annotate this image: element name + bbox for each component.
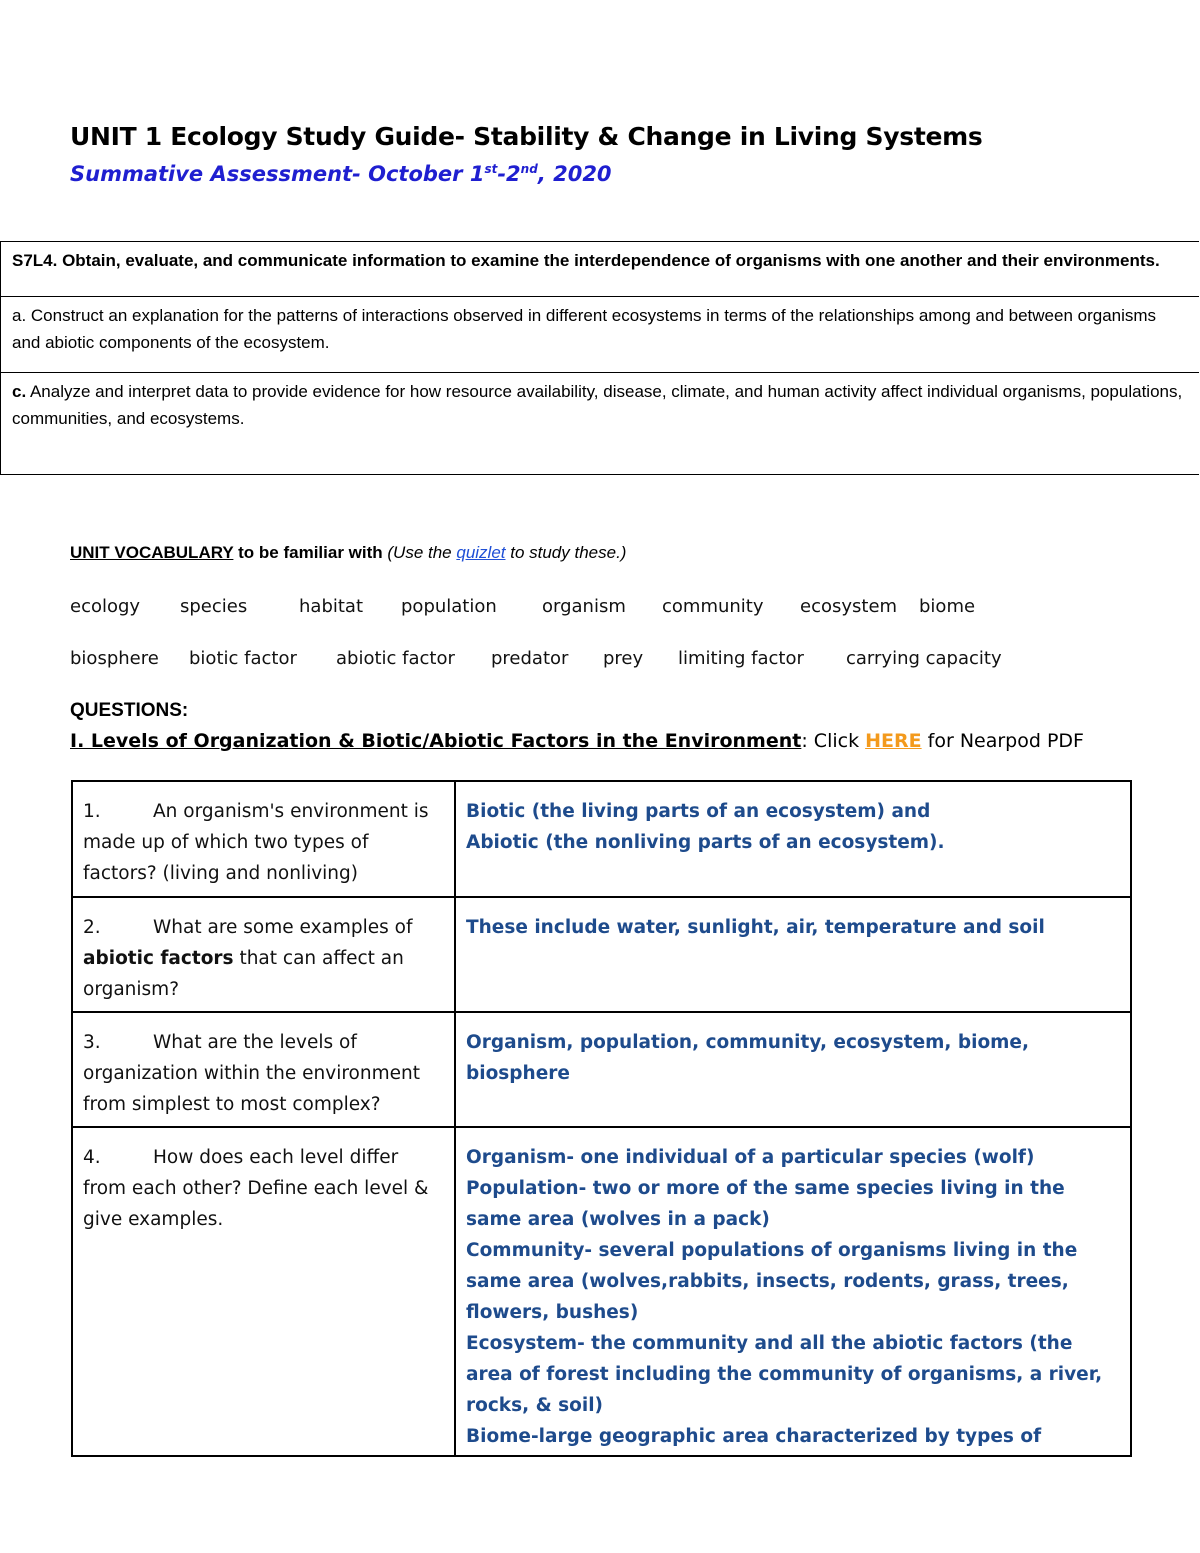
vocab-word: limiting factor xyxy=(678,648,804,669)
answer-line: Abiotic (the nonliving parts of an ecosystem). xyxy=(466,832,945,853)
vocab-word: species xyxy=(180,596,248,617)
question-cell xyxy=(73,898,456,1011)
answer-cell xyxy=(456,1128,1130,1455)
questions-table xyxy=(71,780,1132,1457)
standard-c-prefix: c. xyxy=(12,382,27,401)
subtitle-dash: -2 xyxy=(497,162,521,186)
vocab-word: organism xyxy=(542,596,626,617)
answer-cell xyxy=(456,782,1130,896)
table-row xyxy=(73,898,1130,1013)
answer-cell xyxy=(456,1013,1130,1126)
answer-line: Biotic (the living parts of an ecosystem) and xyxy=(466,801,931,822)
question-cell xyxy=(73,1013,456,1126)
vocab-word: abiotic factor xyxy=(336,648,455,669)
subtitle-sup-nd: nd xyxy=(520,162,538,176)
vocab-word: biosphere xyxy=(70,648,159,669)
question-number: 4. xyxy=(83,1147,101,1168)
standard-a: a. Construct an explanation for the patterns of interactions observed in different ecosystems in terms of the relationships among and between organisms and abiotic components of the ecosystem. xyxy=(1,297,1199,373)
vocab-word: carrying capacity xyxy=(846,648,1002,669)
standard-c xyxy=(1,373,1199,474)
questions-label: QUESTIONS: xyxy=(70,700,189,721)
section-heading xyxy=(70,730,1084,752)
subtitle-end: , 2020 xyxy=(537,162,612,186)
table-row xyxy=(73,782,1130,898)
section-title: I. Levels of Organization & Biotic/Abiotic Factors in the Environment xyxy=(70,730,802,752)
vocab-word: community xyxy=(662,596,764,617)
section-colon: : xyxy=(801,730,808,752)
vocab-word: prey xyxy=(603,648,644,669)
question-text-bold: abiotic factors xyxy=(83,948,234,969)
question-text: What are the levels of organization within the environment from simplest to most complex? xyxy=(83,1032,420,1115)
assessment-date-subtitle xyxy=(70,162,612,186)
standard-c-text: Analyze and interpret data to provide evidence for how resource availability, disease, climate, and human activity affect individual organisms, populations, communities, and ecosystems. xyxy=(12,382,1183,428)
vocab-word: habitat xyxy=(299,596,364,617)
answer-line: Community- several populations of organisms living in the same area (wolves,rabbits, insects, rodents, grass, trees, flowers, bushes) xyxy=(466,1240,1078,1323)
vocabulary-note-post: to study these.) xyxy=(505,543,627,562)
answer-line: Organism, population, community, ecosystem, biome, biosphere xyxy=(466,1032,1030,1084)
question-cell xyxy=(73,782,456,896)
page-title: UNIT 1 Ecology Study Guide- Stability & Change in Living Systems xyxy=(70,122,983,151)
question-number: 1. xyxy=(83,801,101,822)
nearpod-pdf-link[interactable]: HERE xyxy=(865,730,922,752)
vocabulary-mid: to be familiar with xyxy=(233,543,388,562)
answer-line: Biome-large geographic area characterized by types of xyxy=(466,1426,1042,1447)
vocabulary-title: UNIT VOCABULARY xyxy=(70,543,234,562)
question-cell xyxy=(73,1128,456,1455)
question-number: 3. xyxy=(83,1032,101,1053)
vocab-word: biotic factor xyxy=(189,648,297,669)
question-text-post: that can affect an organism? xyxy=(83,948,404,1000)
question-text: How does each level differ from each other? Define each level & give examples. xyxy=(83,1147,429,1230)
section-post: for Nearpod PDF xyxy=(921,730,1084,752)
vocab-word: population xyxy=(401,596,497,617)
question-text: An organism's environment is made up of which two types of factors? (living and nonliving) xyxy=(83,801,429,884)
answer-line: Ecosystem- the community and all the abiotic factors (the area of forest including the community of organisms, a river, rocks, & soil) xyxy=(466,1333,1103,1416)
subtitle-sup-st: st xyxy=(484,162,498,176)
standard-main: S7L4. Obtain, evaluate, and communicate information to examine the interdependence of organisms with one another and their environments. xyxy=(1,242,1199,297)
vocab-word: ecology xyxy=(70,596,141,617)
question-number: 2. xyxy=(83,917,101,938)
answer-line: These include water, sunlight, air, temperature and soil xyxy=(466,917,1045,938)
vocab-word: predator xyxy=(491,648,569,669)
vocabulary-note-pre: (Use the xyxy=(387,543,457,562)
quizlet-link[interactable]: quizlet xyxy=(456,543,506,562)
vocab-word: biome xyxy=(919,596,976,617)
vocab-word: ecosystem xyxy=(800,596,898,617)
table-row xyxy=(73,1128,1130,1455)
answer-cell xyxy=(456,898,1130,1011)
table-row xyxy=(73,1013,1130,1128)
answer-line: Population- two or more of the same species living in the same area (wolves in a pack) xyxy=(466,1178,1065,1230)
vocabulary-heading xyxy=(70,543,626,563)
answer-line: Organism- one individual of a particular species (wolf) xyxy=(466,1147,1035,1168)
question-text-pre: What are some examples of xyxy=(153,917,413,938)
standards-table xyxy=(0,241,1199,475)
section-pre: Click xyxy=(807,730,866,752)
subtitle-main: Summative Assessment- October 1 xyxy=(70,162,485,186)
